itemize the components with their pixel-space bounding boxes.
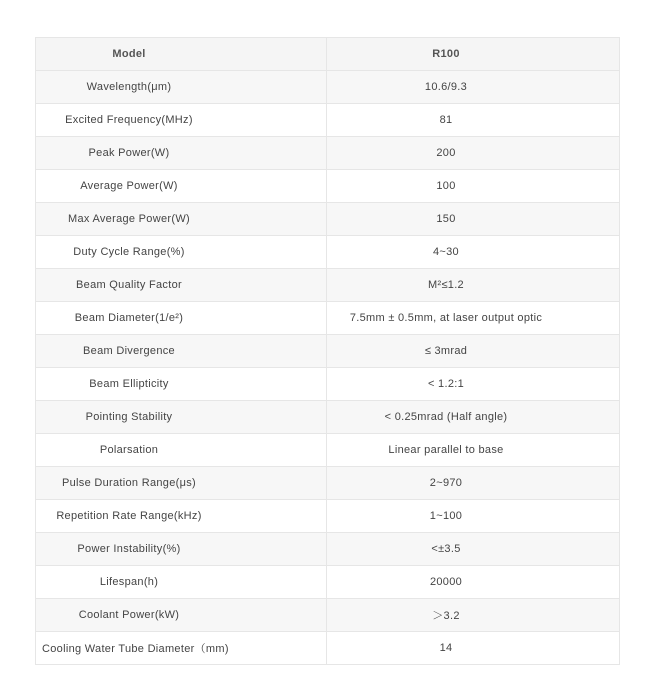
parameter-name: Coolant Power(kW)	[36, 599, 327, 632]
parameter-name: Repetition Rate Range(kHz)	[36, 500, 327, 533]
spec-table-header	[36, 38, 620, 71]
parameter-name: Wavelength(μm)	[36, 71, 327, 104]
parameter-name: Beam Quality Factor	[36, 269, 327, 302]
parameter-value: 14	[327, 632, 620, 665]
parameter-value: 1~100	[327, 500, 620, 533]
parameter-value: 100	[327, 170, 620, 203]
parameter-name: Pulse Duration Range(μs)	[36, 467, 327, 500]
parameter-value: < 0.25mrad (Half angle)	[327, 401, 620, 434]
table-row	[36, 401, 620, 434]
parameter-value: 4~30	[327, 236, 620, 269]
table-row	[36, 302, 620, 335]
parameter-value: < 1.2:1	[327, 368, 620, 401]
parameter-name: Duty Cycle Range(%)	[36, 236, 327, 269]
table-row	[36, 368, 620, 401]
table-row	[36, 335, 620, 368]
table-row	[36, 236, 620, 269]
table-row	[36, 467, 620, 500]
parameter-value: Linear parallel to base	[327, 434, 620, 467]
parameter-value: 10.6/9.3	[327, 71, 620, 104]
parameter-value: M²≤1.2	[327, 269, 620, 302]
table-row	[36, 632, 620, 665]
parameter-name: Polarsation	[36, 434, 327, 467]
parameter-name: Beam Divergence	[36, 335, 327, 368]
table-row	[36, 599, 620, 632]
table-row	[36, 566, 620, 599]
parameter-value: 2~970	[327, 467, 620, 500]
parameter-name: Beam Diameter(1/e²)	[36, 302, 327, 335]
parameter-name: Pointing Stability	[36, 401, 327, 434]
parameter-name: Cooling Water Tube Diameter（mm)	[36, 632, 327, 665]
header-row	[36, 38, 620, 71]
parameter-value: 200	[327, 137, 620, 170]
parameter-name: Power Instability(%)	[36, 533, 327, 566]
table-row	[36, 71, 620, 104]
parameter-value: ≤ 3mrad	[327, 335, 620, 368]
parameter-name: Lifespan(h)	[36, 566, 327, 599]
parameter-value: <±3.5	[327, 533, 620, 566]
spec-table	[35, 37, 620, 665]
parameter-value: 20000	[327, 566, 620, 599]
parameter-value: 7.5mm ± 0.5mm, at laser output optic	[327, 302, 620, 335]
table-row	[36, 104, 620, 137]
parameter-name: Peak Power(W)	[36, 137, 327, 170]
parameter-name: Excited Frequency(MHz)	[36, 104, 327, 137]
parameter-value: ＞3.2	[327, 599, 620, 632]
parameter-value: 150	[327, 203, 620, 236]
spec-table-body	[36, 71, 620, 665]
model-header: Model	[36, 38, 327, 71]
table-row	[36, 269, 620, 302]
table-row	[36, 533, 620, 566]
table-row	[36, 500, 620, 533]
model-value-header: R100	[327, 38, 620, 71]
table-row	[36, 434, 620, 467]
parameter-name: Average Power(W)	[36, 170, 327, 203]
parameter-name: Beam Ellipticity	[36, 368, 327, 401]
parameter-value: 81	[327, 104, 620, 137]
parameter-name: Max Average Power(W)	[36, 203, 327, 236]
table-row	[36, 137, 620, 170]
table-row	[36, 203, 620, 236]
table-row	[36, 170, 620, 203]
